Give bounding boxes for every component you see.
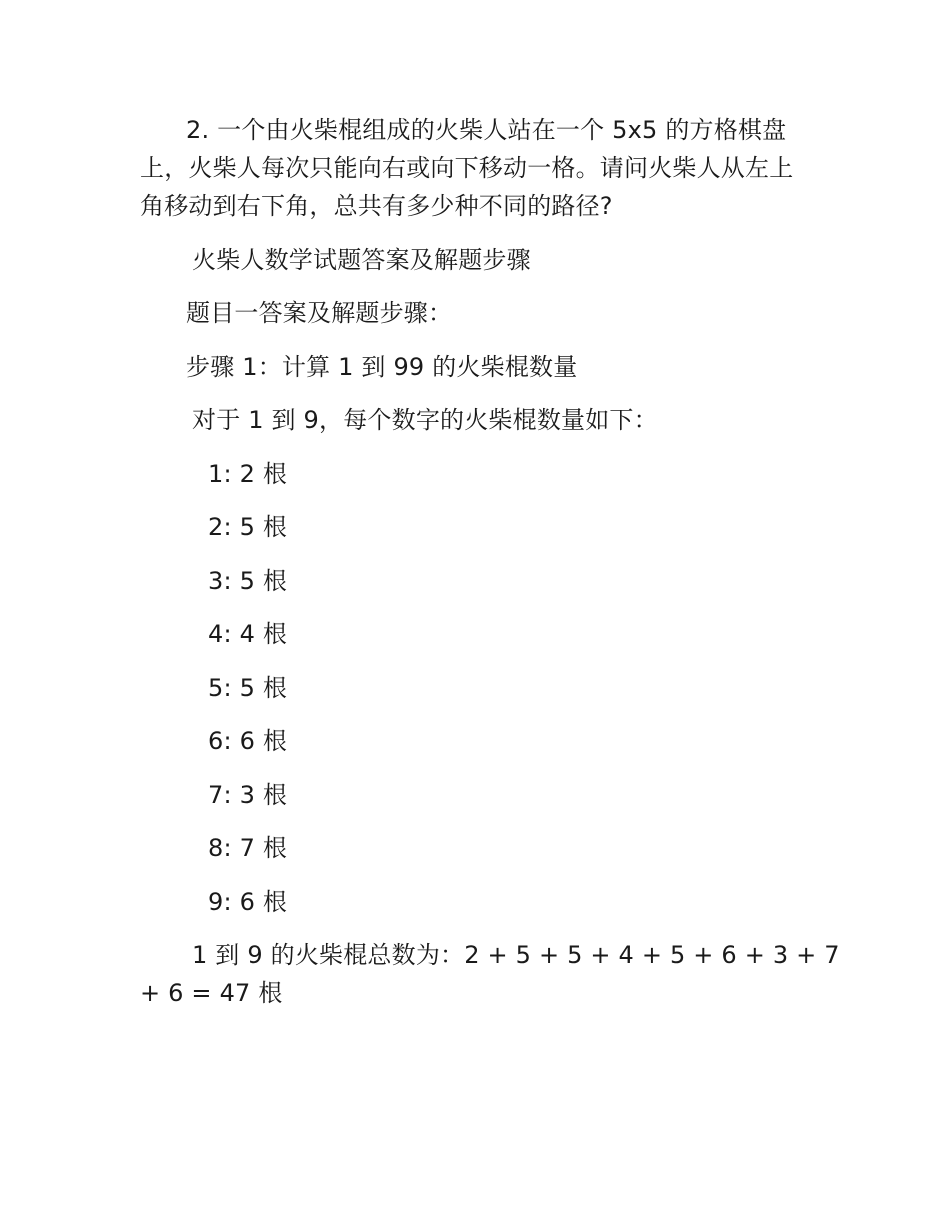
digit-count-item: 8: 7 根 <box>208 834 288 862</box>
total-line-2: + 6 = 47 根 <box>140 979 283 1007</box>
section-title: 火柴人数学试题答案及解题步骤 <box>192 246 531 274</box>
question-2-line-2: 上，火柴人每次只能向右或向下移动一格。请问火柴人从左上 <box>140 154 794 182</box>
digit-count-item: 6: 6 根 <box>208 727 288 755</box>
digit-count-intro: 对于 1 到 9，每个数字的火柴棍数量如下： <box>192 406 658 434</box>
digit-count-item: 2: 5 根 <box>208 513 288 541</box>
question-2-line-3: 角移动到右下角，总共有多少种不同的路径? <box>140 192 613 220</box>
step-1-heading: 步骤 1：计算 1 到 99 的火柴棍数量 <box>186 353 578 381</box>
digit-count-item: 3: 5 根 <box>208 567 288 595</box>
digit-count-item: 5: 5 根 <box>208 674 288 702</box>
question-2-line-1: 2. 一个由火柴棍组成的火柴人站在一个 5x5 的方格棋盘 <box>186 116 787 144</box>
digit-count-item: 1: 2 根 <box>208 460 288 488</box>
total-line-1: 1 到 9 的火柴棍总数为：2 + 5 + 5 + 4 + 5 + 6 + 3 + 7 <box>192 941 840 969</box>
answer-heading: 题目一答案及解题步骤： <box>186 299 453 327</box>
digit-count-item: 4: 4 根 <box>208 620 288 648</box>
digit-count-item: 7: 3 根 <box>208 781 288 809</box>
digit-count-item: 9: 6 根 <box>208 888 288 916</box>
